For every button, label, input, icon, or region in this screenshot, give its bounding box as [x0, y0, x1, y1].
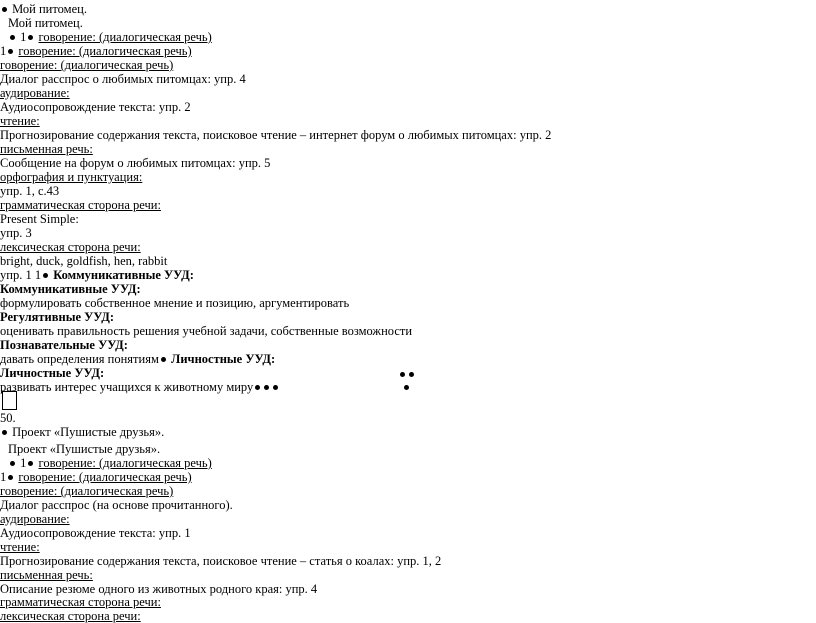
section2-grammar-label: грамматическая сторона речи:: [0, 595, 161, 609]
section2-reading-task: Прогнозирование содержания текста, поисковое чтение – статья о коалах: упр. 1, 2: [0, 554, 442, 568]
page-number: 50.: [0, 411, 16, 425]
bullet-icon: [43, 273, 48, 278]
section2-speaking-label-plain: говорение: (диалогическая речь): [0, 484, 174, 498]
bullet-icon: [404, 385, 409, 390]
section1-grammar-task: упр. 3: [0, 226, 32, 240]
section1-num: 1: [34, 268, 42, 282]
bullet-icon: [10, 461, 15, 466]
section1-speaking-label-plain: говорение: (диалогическая речь): [0, 58, 174, 72]
section2-lexical-label: лексическая сторона речи:: [0, 609, 141, 623]
bullet-icon: [28, 35, 33, 40]
section2-speaking-task: Диалог расспрос (на основе прочитанного).: [0, 498, 233, 512]
section1-spelling-label: орфография и пунктуация:: [0, 170, 143, 184]
section1-reg-text: оценивать правильность решения учебной задачи, собственные возможности: [0, 324, 413, 338]
section1-pers-label-repeat: Личностные УУД:: [0, 366, 105, 380]
section1-speaking-label: говорение: (диалогическая речь): [38, 30, 212, 44]
section1-lexical-task-line: [0, 268, 194, 282]
bullet-icon: [400, 372, 405, 377]
section1-reading-label: чтение:: [0, 114, 40, 128]
section2-listening-label: аудирование:: [0, 512, 70, 526]
section1-lexical-task: упр. 1: [0, 268, 32, 282]
section2-title: Проект «Пушистые друзья».: [12, 425, 165, 439]
empty-box: [2, 391, 17, 410]
dots-cluster-lower: [402, 380, 411, 395]
section1-title-repeat: Мой питомец.: [8, 16, 83, 30]
section1-speaking-label: говорение: (диалогическая речь): [18, 44, 192, 58]
bullet-icon: [264, 385, 269, 390]
bullet-icon: [409, 372, 414, 377]
section2-speaking-label: говорение: (диалогическая речь): [18, 470, 192, 484]
bullet-icon: [255, 385, 260, 390]
section2-num: 1: [0, 470, 7, 484]
bullet-icon: [273, 385, 278, 390]
section1-grammar-topic: Present Simple:: [0, 212, 79, 226]
section2-title-line: [0, 425, 164, 439]
bullet-icon: [2, 430, 7, 435]
section1-comm-text: формулировать собственное мнение и позицию, аргументировать: [0, 296, 350, 310]
section1-reading-task: Прогнозирование содержания текста, поисковое чтение – интернет форум о любимых питомцах: упр. 2: [0, 128, 552, 142]
bullet-icon: [161, 357, 166, 362]
section1-pers-label: Личностные УУД:: [171, 352, 276, 366]
section1-speaking-line-b: [0, 44, 192, 58]
section2-speaking-line-a: [8, 456, 212, 470]
section2-num: 1: [20, 456, 27, 470]
section1-speaking-line-a: [8, 30, 212, 44]
section1-writing-task: Сообщение на форум о любимых питомцах: упр. 5: [0, 156, 271, 170]
section1-title: Мой питомец.: [12, 2, 87, 16]
section1-comm-label-repeat: Коммуникативные УУД:: [0, 282, 141, 296]
section1-listening-task: Аудиосопровождение текста: упр. 2: [0, 100, 191, 114]
section2-writing-task: Описание резюме одного из животных родного края: упр. 4: [0, 582, 318, 596]
bullet-icon: [8, 475, 13, 480]
section1-lexical-words: bright, duck, goldfish, hen, rabbit: [0, 254, 168, 268]
bullet-icon: [10, 35, 15, 40]
bullet-icon: [8, 49, 13, 54]
section1-writing-label: письменная речь:: [0, 142, 93, 156]
bullet-icon: [28, 461, 33, 466]
section1-num: 1: [0, 44, 7, 58]
bullet-icon: [2, 7, 7, 12]
section2-speaking-line-b: [0, 470, 192, 484]
section1-reg-label: Регулятивные УУД:: [0, 310, 114, 324]
section1-listening-label: аудирование:: [0, 86, 70, 100]
section1-cog-text: давать определения понятиям: [0, 352, 159, 366]
section2-reading-label: чтение:: [0, 540, 40, 554]
section1-lexical-label: лексическая сторона речи:: [0, 240, 141, 254]
section1-pers-line: [0, 380, 280, 394]
section2-title-repeat: Проект «Пушистые друзья».: [8, 442, 161, 456]
section1-speaking-task: Диалог расспрос о любимых питомцах: упр. 4: [0, 72, 246, 86]
section1-comm-label: Коммуникативные УУД:: [53, 268, 194, 282]
section1-spelling-task: упр. 1, с.43: [0, 184, 60, 198]
section1-pers-text: развивать интерес учащихся к животному миру: [0, 380, 254, 394]
section2-speaking-label: говорение: (диалогическая речь): [38, 456, 212, 470]
section1-grammar-label: грамматическая сторона речи:: [0, 198, 161, 212]
section2-listening-task: Аудиосопровождение текста: упр. 1: [0, 526, 191, 540]
section1-cog-line: [0, 352, 275, 366]
section2-writing-label: письменная речь:: [0, 568, 93, 582]
section1-cog-label: Познавательные УУД:: [0, 338, 128, 352]
section1-num: 1: [20, 30, 27, 44]
section1-title-line: [0, 2, 87, 16]
